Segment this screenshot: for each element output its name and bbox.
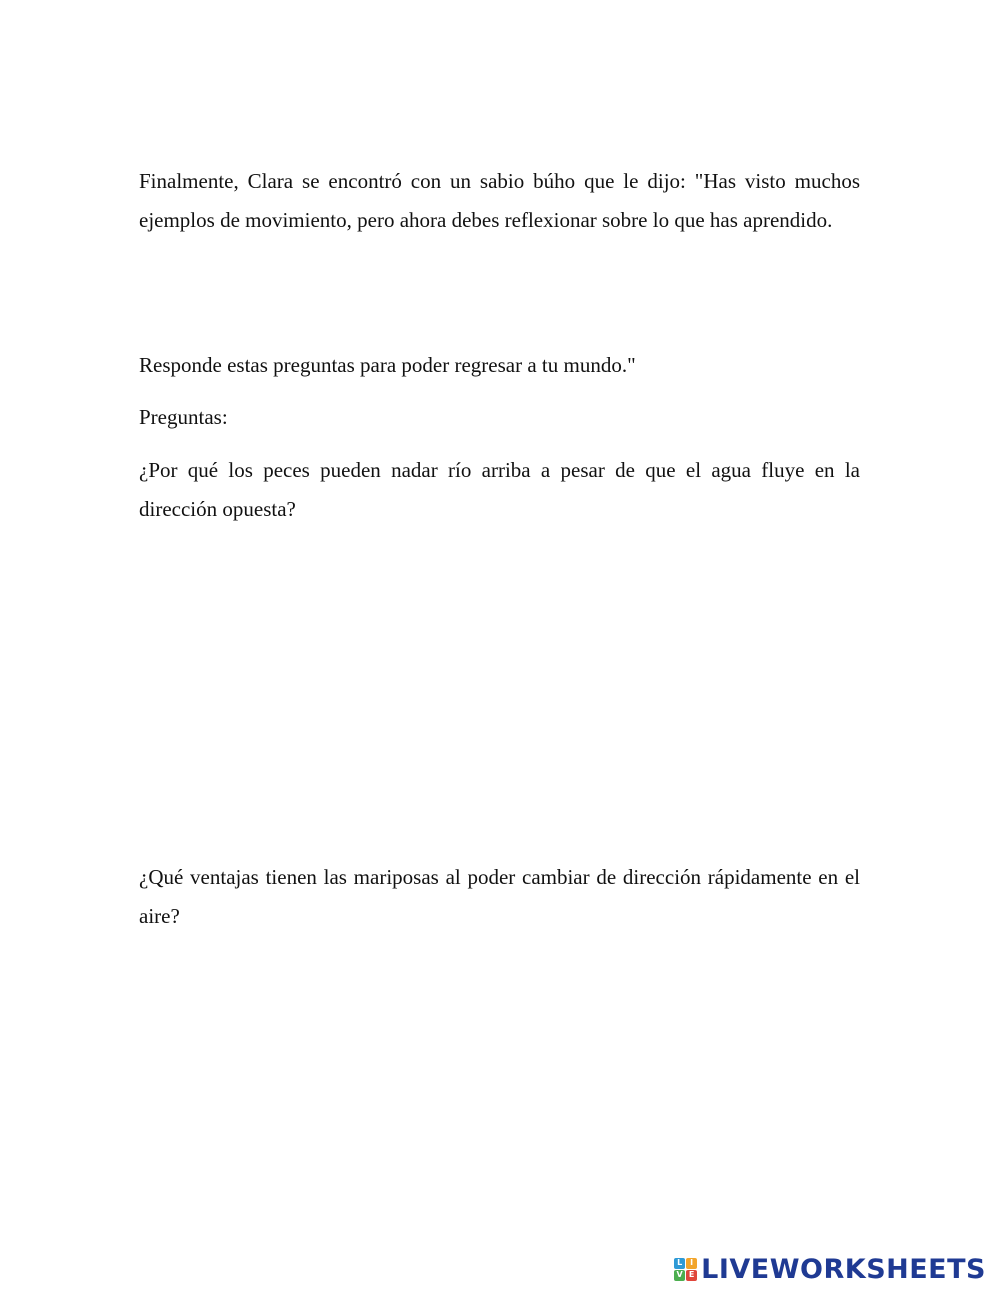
- liveworksheets-brand: [674, 1252, 986, 1286]
- answer-area-2[interactable]: [139, 946, 860, 1226]
- story-paragraph-instruction: Responde estas preguntas para poder regresar a tu mundo.": [139, 353, 636, 377]
- logo-letter-i: I: [686, 1258, 697, 1269]
- logo-letter-l: L: [674, 1258, 685, 1269]
- question-1: ¿Por qué los peces pueden nadar río arriba a pesar de que el agua fluye en la dirección opuesta?: [139, 458, 860, 521]
- liveworksheets-logo-icon: [674, 1258, 697, 1281]
- logo-letter-e: E: [686, 1270, 697, 1281]
- answer-area-1[interactable]: [139, 540, 860, 840]
- question-2: ¿Qué ventajas tienen las mariposas al poder cambiar de dirección rápidamente en el aire?: [139, 865, 860, 928]
- questions-heading: Preguntas:: [139, 405, 228, 429]
- liveworksheets-wordmark: LIVEWORKSHEETS: [701, 1253, 986, 1285]
- story-paragraph-owl: Finalmente, Clara se encontró con un sabio búho que le dijo: "Has visto muchos ejemplos de movimiento, pero ahora debes reflexionar sobre lo que has aprendido.: [139, 169, 860, 232]
- logo-letter-v: V: [674, 1270, 685, 1281]
